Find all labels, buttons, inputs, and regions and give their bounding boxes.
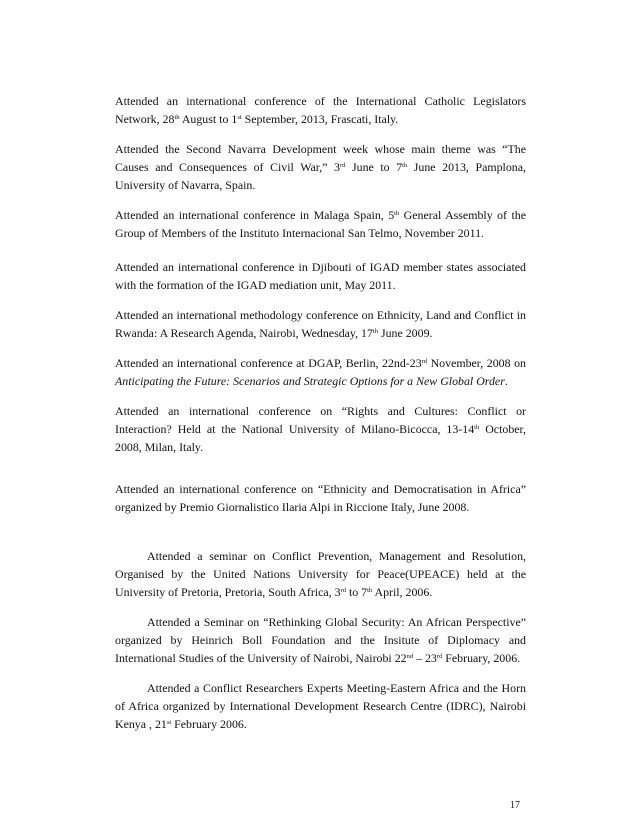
ordinal-suffix: rd <box>421 358 428 365</box>
seminar-entry-1: Attended a seminar on Conflict Prevention, Management and Resolution, Organised by the United Nations University for Peace(UPEACE) held at the University of Pretoria, Pretoria, South Africa, 3rd to 7th April, 2006. <box>115 549 526 599</box>
ordinal-suffix: th <box>367 587 373 594</box>
ordinal-suffix: rd <box>340 162 346 169</box>
conference-list <box>115 92 526 733</box>
ordinal-suffix: nd <box>406 653 414 660</box>
conference-entry-2: Attended the Second Navarra Development week whose main theme was “The Causes and Consequences of Civil War,” 3rd June to 7th June 2013, Pamplona, University of Navarra, Spain. <box>115 142 526 192</box>
ordinal-suffix: st <box>237 114 242 121</box>
conference-entry-6: Attended an international conference at DGAP, Berlin, 22nd-23rd November, 2008 on Anticipating the Future: Scenarios and Strategic Options for a New Global Order. <box>115 356 526 388</box>
conference-entry-5: Attended an international methodology conference on Ethnicity, Land and Conflict in Rwanda: A Research Agenda, Nairobi, Wednesday, 17th June 2009. <box>115 308 526 340</box>
ordinal-suffix: th <box>402 162 408 169</box>
conference-entry-4: Attended an international conference in Djibouti of IGAD member states associated with the formation of the IGAD mediation unit, May 2011. <box>115 260 526 292</box>
italic-title: Anticipating the Future: Scenarios and Strategic Options for a New Global Order <box>115 374 505 388</box>
page-number: 17 <box>510 800 520 811</box>
conference-entry-3: Attended an international conference in Malaga Spain, 5th General Assembly of the Group of Members of the Instituto Internacional San Telmo, November 2011. <box>115 208 526 240</box>
ordinal-suffix: rd <box>436 653 443 660</box>
ordinal-suffix: rd <box>340 587 346 594</box>
conference-entry-8: Attended an international conference on “Ethnicity and Democratisation in Africa” organized by Premio Giornalistico Ilaria Alpi in Riccione Italy, June 2008. <box>115 482 526 514</box>
ordinal-suffix: th <box>174 114 180 121</box>
ordinal-suffix: st <box>166 719 172 726</box>
ordinal-suffix: th <box>394 210 400 217</box>
researchers-meeting-entry: Attended a Conflict Researchers Experts Meeting-Eastern Africa and the Horn of Africa organized by International Development Research Centre (IDRC), Nairobi Kenya , 21st February 2006. <box>115 681 526 731</box>
conference-entry-7: Attended an international conference on “Rights and Cultures: Conflict or Interaction? Held at the National University of Milano-Bicocca, 13-14th October, 2008, Milan, Italy. <box>115 404 527 454</box>
seminar-entry-2: Attended a Seminar on “Rethinking Global Security: An African Perspective” organized by Heinrich Boll Foundation and the Insitute of Diplomacy and International Studies of the University of Nairobi, Nairobi 22nd – 23rd February, 2006. <box>115 615 526 665</box>
ordinal-suffix: th <box>474 424 480 431</box>
conference-entry-1: Attended an international conference of the International Catholic Legislators Network, 28th August to 1st September, 2013, Frascati, Italy. <box>115 94 526 126</box>
ordinal-suffix: th <box>372 328 378 335</box>
